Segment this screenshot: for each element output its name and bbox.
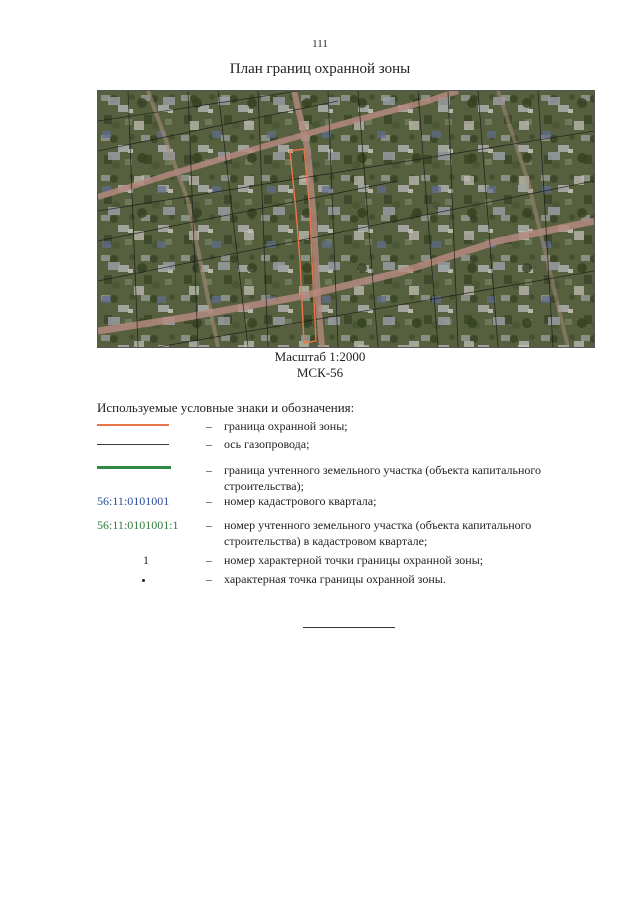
scale-label: Масштаб 1:2000: [274, 349, 366, 364]
map-scale: [0, 349, 640, 381]
legend-dash: –: [206, 419, 212, 433]
legend-text-line2: строительства) в кадастровом квартале;: [224, 534, 428, 548]
legend-text-line1: номер учтенного земельного участка (объекта капитального: [224, 518, 532, 532]
legend-dash: –: [206, 553, 212, 567]
legend-text: ось газопровода;: [224, 437, 310, 451]
legend-dash: –: [206, 463, 212, 477]
point-number-symbol: 1: [143, 553, 149, 567]
map-image: [98, 91, 594, 347]
legend-dash: –: [206, 494, 212, 508]
signature-line: [303, 627, 395, 628]
page-number: 111: [312, 38, 328, 50]
legend-text: [224, 517, 584, 549]
legend-heading: Используемые условные знаки и обозначения:: [97, 400, 355, 415]
satellite-map: [97, 90, 595, 348]
boundary-line-symbol: [97, 424, 169, 426]
legend-text: [224, 462, 584, 494]
legend-text: граница охранной зоны;: [224, 419, 348, 433]
legend-text-line1: граница учтенного земельного участка (объекта капитального: [224, 463, 542, 477]
cadastral-quarter-code: 56:11:0101001: [97, 494, 170, 508]
boundary-point-symbol: [142, 579, 145, 582]
parcel-number-code: 56:11:0101001:1: [97, 518, 179, 532]
legend-text: номер кадастрового квартала;: [224, 494, 377, 508]
legend-dash: –: [206, 437, 212, 451]
axis-line-symbol: [97, 444, 169, 445]
legend-text: номер характерной точки границы охранной зоны;: [224, 553, 484, 567]
legend-text-line2: строительства);: [224, 479, 304, 493]
parcel-line-symbol: [97, 466, 171, 469]
legend-dash: –: [206, 572, 212, 586]
crs-label: МСК-56: [296, 365, 344, 380]
page-title: План границ охранной зоны: [229, 61, 411, 77]
legend-dash: –: [206, 518, 212, 532]
legend-text: характерная точка границы охранной зоны.: [224, 572, 446, 586]
